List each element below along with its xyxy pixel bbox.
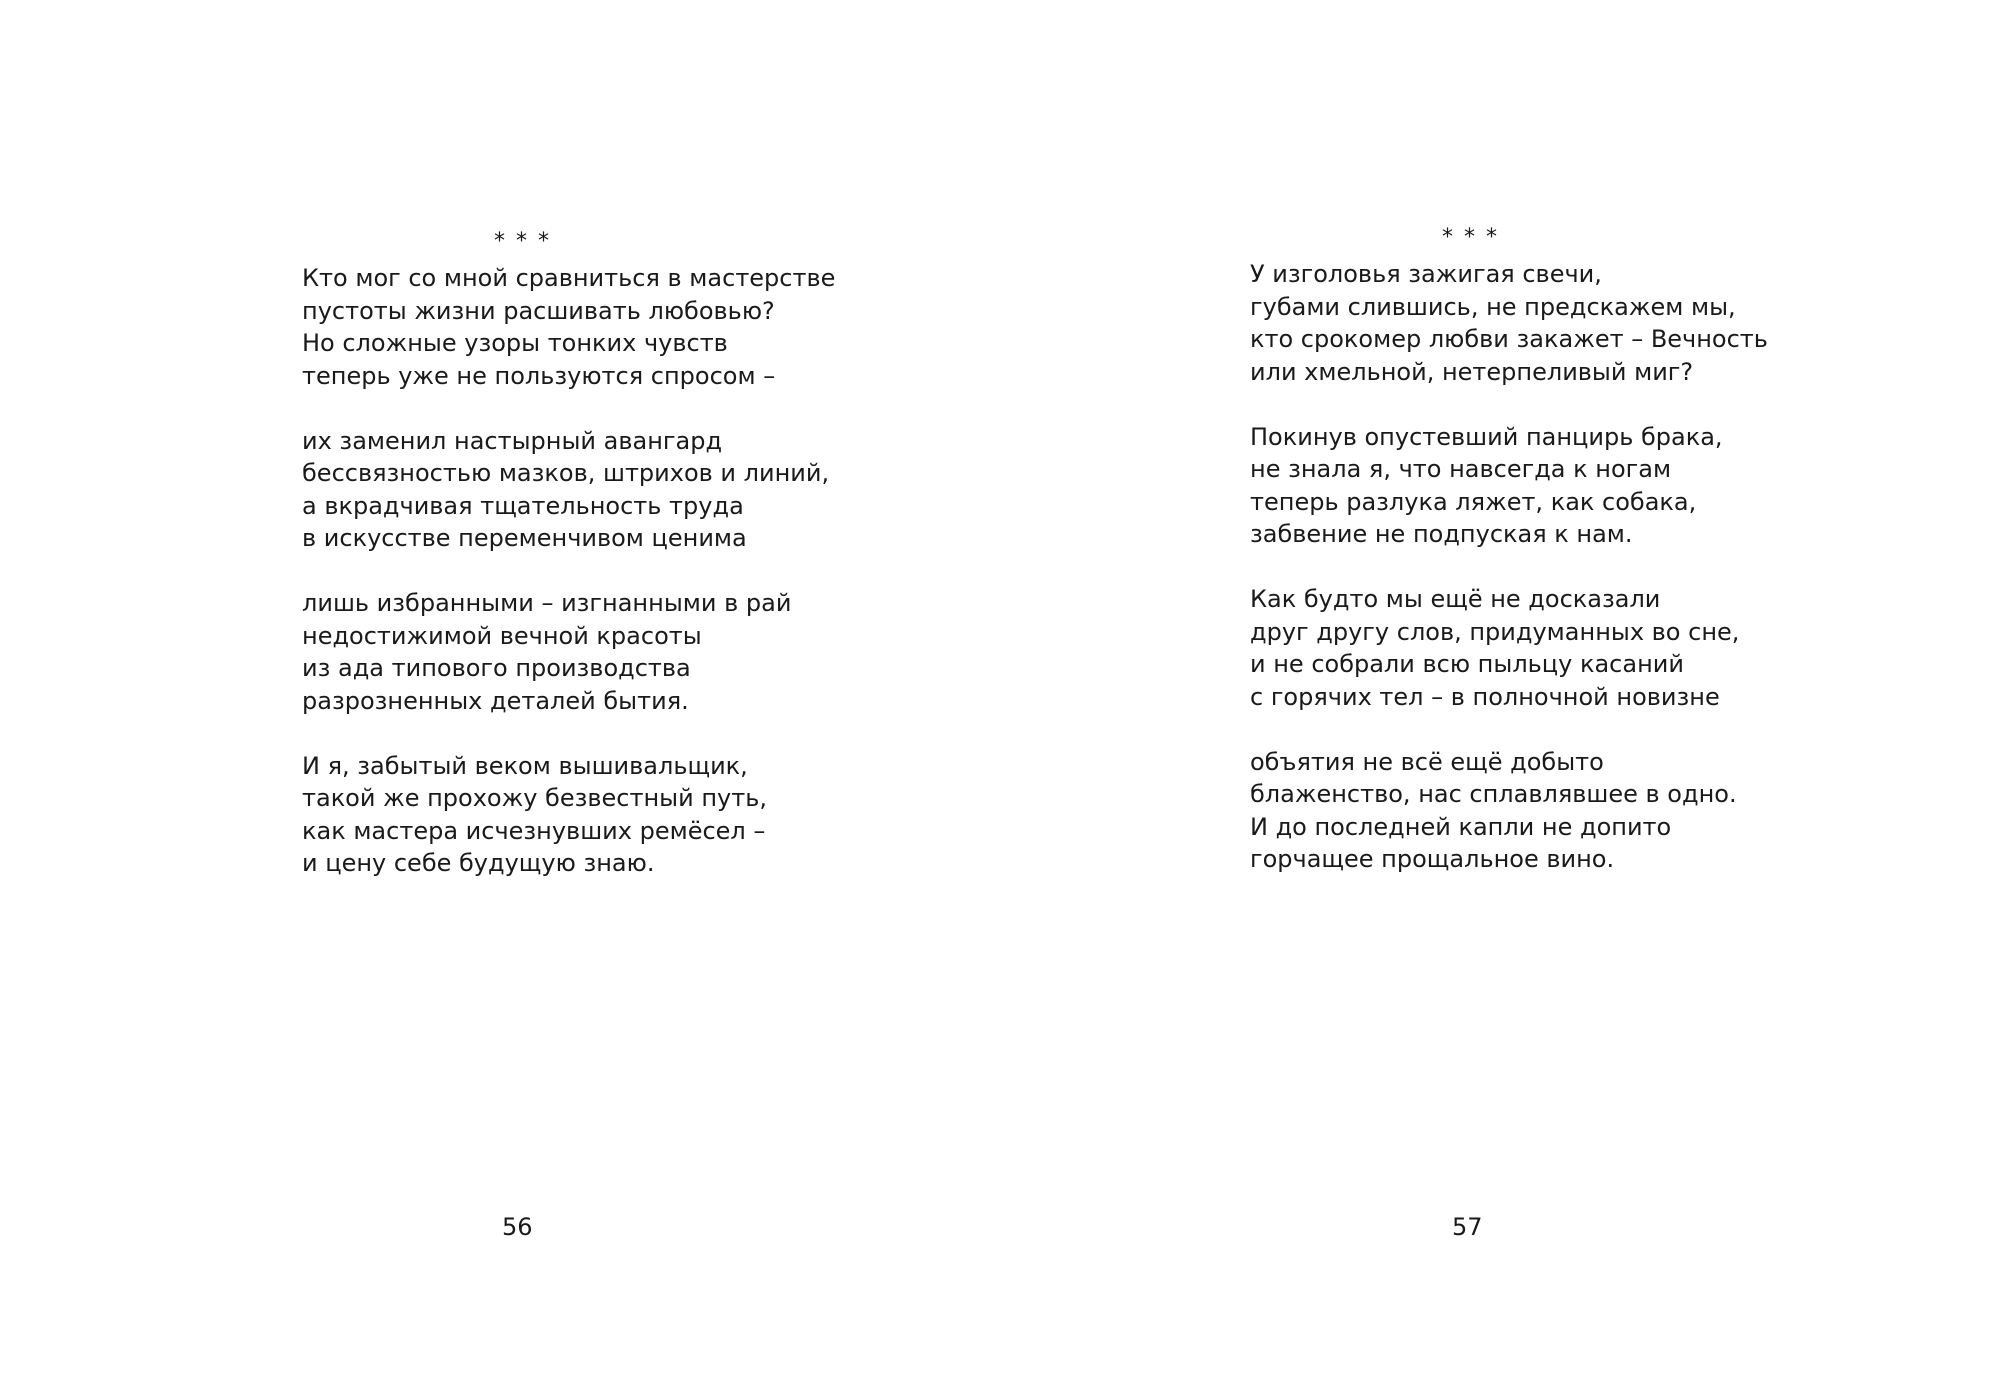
poem-ornament: * * *: [1442, 225, 1499, 250]
poem-line: и не собрали всю пыльцу касаний: [1250, 650, 1684, 678]
stanza: [302, 750, 835, 880]
poem-text: [302, 262, 835, 880]
poem-line: или хмельной, нетерпеливый миг?: [1250, 357, 1694, 386]
stanza: [1250, 583, 1768, 713]
poem-line: теперь уже не пользуются спросом –: [302, 361, 776, 390]
poem-ornament: * * *: [494, 229, 551, 254]
poem-line: И до последней капли не допито: [1250, 812, 1672, 841]
poem-line: губами слившись, не предскажем мы,: [1250, 292, 1736, 321]
poem-line: лишь избранными – изгнанными в рай: [302, 589, 792, 617]
left-page: [0, 0, 1004, 1386]
poem-line: Но сложные узоры тонких чувств: [302, 329, 728, 357]
poem-line: бессвязностью мазков, штрихов и линий,: [302, 459, 830, 487]
stanza: [1250, 421, 1768, 551]
page-number: 57: [1452, 1213, 1483, 1241]
poem-line: в искусстве переменчивом ценима: [302, 524, 747, 552]
poem-line: как мастера исчезнувших ремёсел –: [302, 816, 766, 845]
poem-line: горчащее прощальное вино.: [1250, 845, 1615, 873]
page-number: 56: [502, 1213, 533, 1241]
poem-line: и цену себе будущую знаю.: [302, 849, 655, 877]
stanza: [302, 425, 835, 555]
stanza: [1250, 258, 1768, 388]
poem-line: а вкрадчивая тщательность труда: [302, 491, 744, 520]
poem-line: У изголовья зажигая свечи,: [1250, 260, 1602, 288]
poem-line: Как будто мы ещё не досказали: [1250, 585, 1661, 613]
poem-line: разрозненных деталей бытия.: [302, 686, 689, 715]
poem-line: из ада типового производства: [302, 654, 691, 682]
poem-line: их заменил настырный авангард: [302, 426, 723, 455]
poem-text: [1250, 258, 1768, 876]
stanza: [302, 262, 835, 392]
stanza: [1250, 746, 1768, 876]
poem-line: пустоты жизни расшивать любовью?: [302, 296, 775, 325]
poem-line: недостижимой вечной красоты: [302, 621, 702, 650]
poem-line: с горячих тел – в полночной новизне: [1250, 682, 1720, 711]
poem-line: объятия не всё ещё добыто: [1250, 747, 1604, 776]
poem-line: блаженство, нас сплавлявшее в одно.: [1250, 780, 1737, 808]
stanza: [302, 587, 835, 717]
poem-line: такой же прохожу безвестный путь,: [302, 784, 767, 812]
poem-line: Покинув опустевший панцирь брака,: [1250, 422, 1723, 451]
poem-line: И я, забытый веком вышивальщик,: [302, 751, 748, 780]
poem-line: теперь разлука ляжет, как собака,: [1250, 487, 1697, 516]
poem-line: забвение не подпуская к нам.: [1250, 520, 1633, 548]
poem-line: Кто мог со мной сравниться в мастерстве: [302, 264, 836, 292]
right-page: [1004, 0, 2009, 1386]
poem-line: не знала я, что навсегда к ногам: [1250, 455, 1672, 483]
poem-line: кто срокомер любви закажет – Вечность: [1250, 325, 1768, 353]
poem-line: друг другу слов, придуманных во сне,: [1250, 617, 1740, 646]
